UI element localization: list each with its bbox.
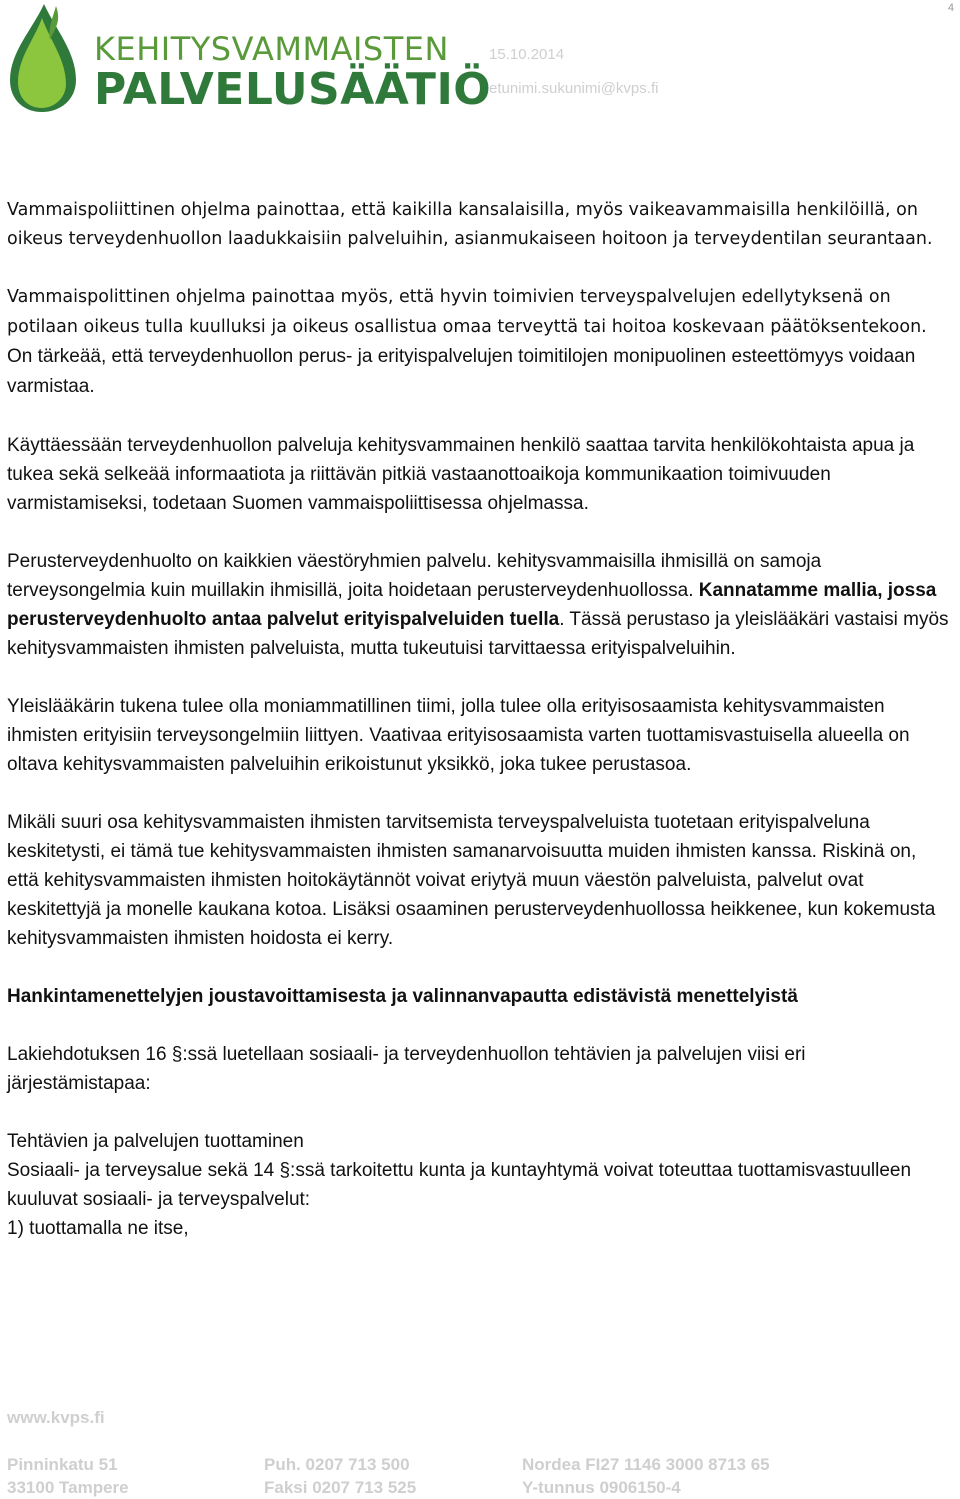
paragraph-2 bbox=[7, 283, 953, 402]
footer-company-info bbox=[522, 1453, 770, 1499]
paragraph-5: Yleislääkärin tukena tulee olla moniammatillinen tiimi, jolla tulee olla erityisosaamista kehitysvammaisten ihmisten erityisiin terveysongelmiin liittyen. Vaativaa erityisosaamista varten tuottamisvastuisella alueella on oltava kehitysvammaisten palveluihin erikoistunut yksikkö, joka tukee perustasoa. bbox=[7, 696, 910, 775]
paragraph-7: Lakiehdotuksen 16 §:ssä luetellaan sosiaali- ja terveydenhuollon tehtävien ja palvelujen viisi eri järjestämistapaa: bbox=[7, 1044, 806, 1094]
page-number: 4 bbox=[947, 2, 954, 14]
footer-business-id: Y-tunnus 0906150-4 bbox=[522, 1478, 681, 1497]
footer-address-line1: Pinninkatu 51 bbox=[7, 1455, 118, 1474]
header-email[interactable]: etunimi.sukunimi@kvps.fi bbox=[489, 80, 659, 97]
footer-phone: Puh. 0207 713 500 bbox=[264, 1455, 410, 1474]
footer-bank-account: Nordea FI27 1146 3000 8713 65 bbox=[522, 1455, 770, 1474]
foundation-logo bbox=[4, 0, 492, 118]
header-date: 15.10.2014 bbox=[489, 46, 565, 63]
paragraph-2-part-a: Vammaispolittinen ohjelma painottaa myös, että hyvin toimivien terveyspalvelujen edellytyksenä on potilaan oikeus tulla kuulluksi ja oikeus osallistua omaa terveyttä tai hoitoa koskevaan päätöksentekoon. bbox=[7, 287, 927, 337]
paragraph-4-part-a: Perusterveydenhuolto on kaikkien väestöryhmien palvelu. kehitysvammaisilla ihmisillä on samoja terveysongelmia kuin muillakin ihmisillä, joita hoidetaan perusterveydenhuollossa. bbox=[7, 551, 822, 601]
paragraph-4-part-c: . Tässä perustaso ja yleislääkäri vastaisi myös kehitysvammaisten ihmisten palveluista, mutta tukeutuisi tarvittaessa erityispalveluihin. bbox=[7, 609, 949, 659]
paragraph-2-part-b: On tärkeää, että terveydenhuollon perus- ja erityispalvelujen toimitilojen monipuolinen esteettömyys voidaan varmistaa. bbox=[7, 346, 916, 397]
paragraph-3: Käyttäessään terveydenhuollon palveluja kehitysvammainen henkilö saattaa tarvita henkilökohtaista apua ja tukea sekä selkeää informaatiota ja riittävän pitkiä vastaanottoaikoja kommunikaation toimivuuden varmistamiseksi, todetaan Suomen vammaispoliittisessa ohjelmassa. bbox=[7, 435, 915, 514]
footer-address bbox=[7, 1453, 129, 1499]
footer-address-line2: 33100 Tampere bbox=[7, 1478, 129, 1497]
paragraph-4-bold: Kannatamme mallia, jossa perusterveydenhuolto antaa palvelut erityispalveluiden tuella bbox=[7, 580, 937, 630]
document-body bbox=[7, 196, 953, 1243]
paragraph-1: Vammaispoliittinen ohjelma painottaa, että kaikilla kansalaisilla, myös vaikeavammaisilla henkilöillä, on oikeus terveydenhuollon laadukkaisiin palveluihin, asianmukaiseen hoitoon ja terveydentilan seurantaan. bbox=[7, 200, 933, 249]
section-heading: Hankintamenettelyjen joustavoittamisesta ja valinnanvapautta edistävistä menettelyistä bbox=[7, 986, 798, 1007]
logo-text-line2: PALVELUSÄÄTIÖ bbox=[94, 64, 492, 115]
paragraph-8-line-2: Sosiaali- ja terveysalue sekä 14 §:ssä tarkoitettu kunta ja kuntayhtymä voivat toteuttaa tuottamisvastuulleen kuuluvat sosiaali- ja terveyspalvelut: bbox=[7, 1160, 912, 1210]
paragraph-8-line-1: Tehtävien ja palvelujen tuottaminen bbox=[7, 1131, 304, 1152]
footer-fax: Faksi 0207 713 525 bbox=[264, 1478, 417, 1497]
logo-text-line1: KEHITYSVAMMAISTEN bbox=[94, 30, 449, 68]
logo-drops-icon bbox=[4, 0, 94, 118]
paragraph-6: Mikäli suuri osa kehitysvammaisten ihmisten tarvitsemista terveyspalveluista tuotetaan erityispalveluna keskitetysti, ei tämä tue kehitysvammaisten ihmisten samanarvoisuutta muiden ihmisten kanssa. Riskinä on, että kehitysvammaisten ihmisten hoitokäytännöt voivat eriytyä muun väestön palveluista, palvelut ovat keskitettyjä ja monelle kaukana kotoa. Lisäksi osaaminen perusterveydenhuollossa heikkenee, kun kokemusta kehitysvammaisten ihmisten hoidosta ei kerry. bbox=[7, 812, 936, 949]
footer-contact bbox=[264, 1453, 416, 1499]
paragraph-8-line-3: 1) tuottamalla ne itse, bbox=[7, 1218, 189, 1239]
footer-website-link[interactable]: www.kvps.fi bbox=[7, 1408, 105, 1427]
paragraph-4 bbox=[7, 547, 953, 663]
